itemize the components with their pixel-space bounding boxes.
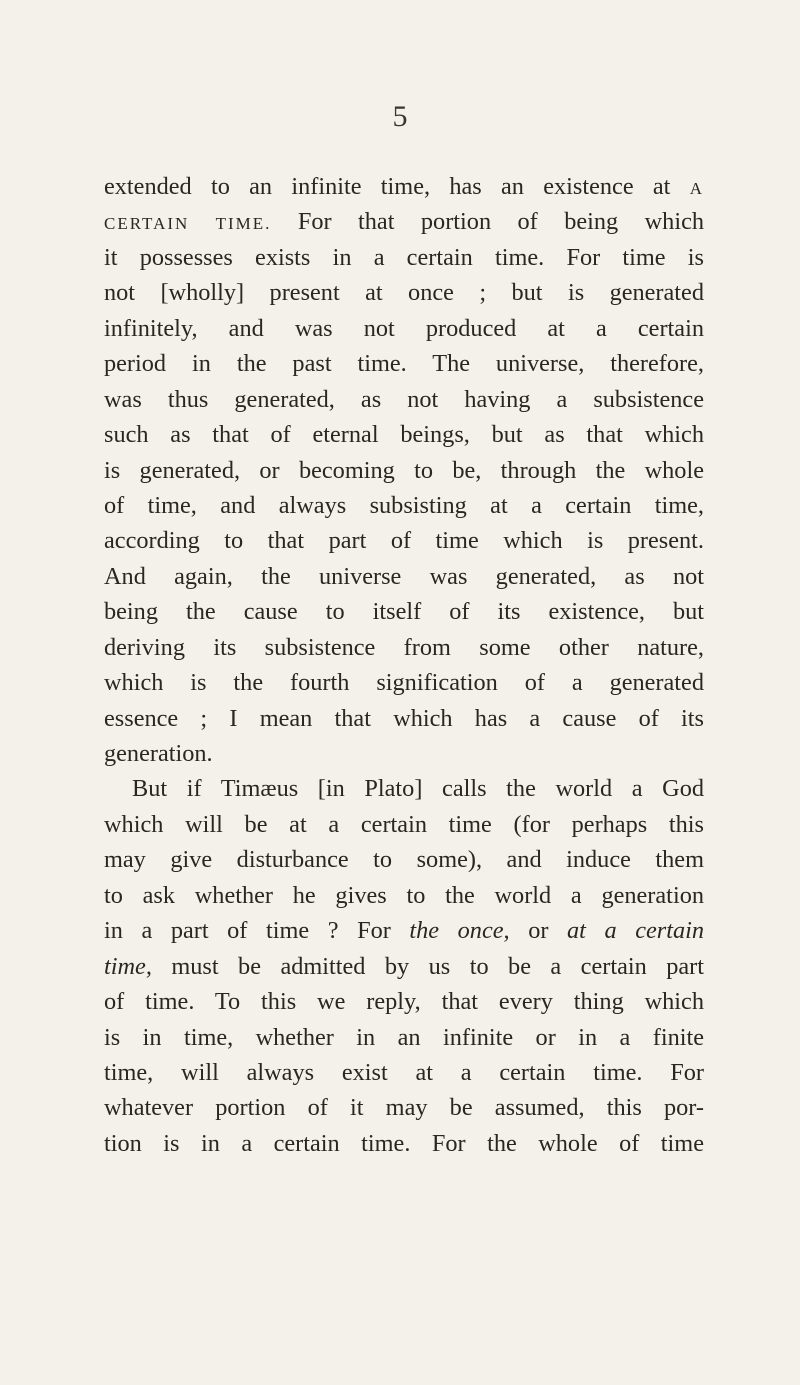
text-line: being the cause to itself of its existence, but: [104, 598, 704, 626]
text-line: deriving its subsistence from some other nature,: [104, 633, 704, 661]
text-line: period in the past time. The universe, therefore,: [104, 350, 704, 378]
text-line: time, must be admitted by us to be a certain part: [104, 952, 704, 980]
text-line: And again, the universe was generated, as not: [104, 562, 704, 590]
text-line: whatever portion of it may be assumed, this por-: [104, 1094, 704, 1122]
body-text: [104, 169, 704, 1161]
text-line: according to that part of time which is present.: [104, 527, 704, 555]
text-line: extended to an infinite time, has an existence at A: [104, 173, 704, 200]
text-line: such as that of eternal beings, but as that which: [104, 421, 704, 449]
text-line: which will be at a certain time (for perhaps this: [104, 810, 704, 838]
text-line: not [wholly] present at once ; but is generated: [104, 279, 704, 307]
text-line: is generated, or becoming to be, through the whole: [104, 456, 704, 484]
text-line: infinitely, and was not produced at a certain: [104, 314, 704, 342]
text-line: time, will always exist at a certain time. For: [104, 1058, 704, 1086]
text-line: which is the fourth signification of a generated: [104, 669, 704, 697]
text-line: tion is in a certain time. For the whole of time: [104, 1129, 704, 1157]
text-line: in a part of time ? For the once, or at a certain: [104, 917, 705, 945]
page-number: 5: [392, 100, 408, 133]
text-line: is in time, whether in an infinite or in a finite: [104, 1023, 704, 1051]
text-line: of time. To this we reply, that every thing which: [104, 988, 704, 1016]
text-line: to ask whether he gives to the world a generation: [104, 881, 704, 909]
text-line: of time, and always subsisting at a certain time,: [104, 491, 704, 519]
text-line: it possesses exists in a certain time. For time is: [104, 243, 704, 271]
text-line: may give disturbance to some), and induce them: [104, 846, 704, 874]
text-line: essence ; I mean that which has a cause of its: [104, 704, 704, 732]
text-line: generation.: [104, 740, 213, 767]
text-line: CERTAIN TIME. For that portion of being which: [104, 208, 705, 236]
text-line: But if Timæus [in Plato] calls the world a God: [132, 775, 704, 803]
text-line: was thus generated, as not having a subsistence: [104, 385, 704, 413]
